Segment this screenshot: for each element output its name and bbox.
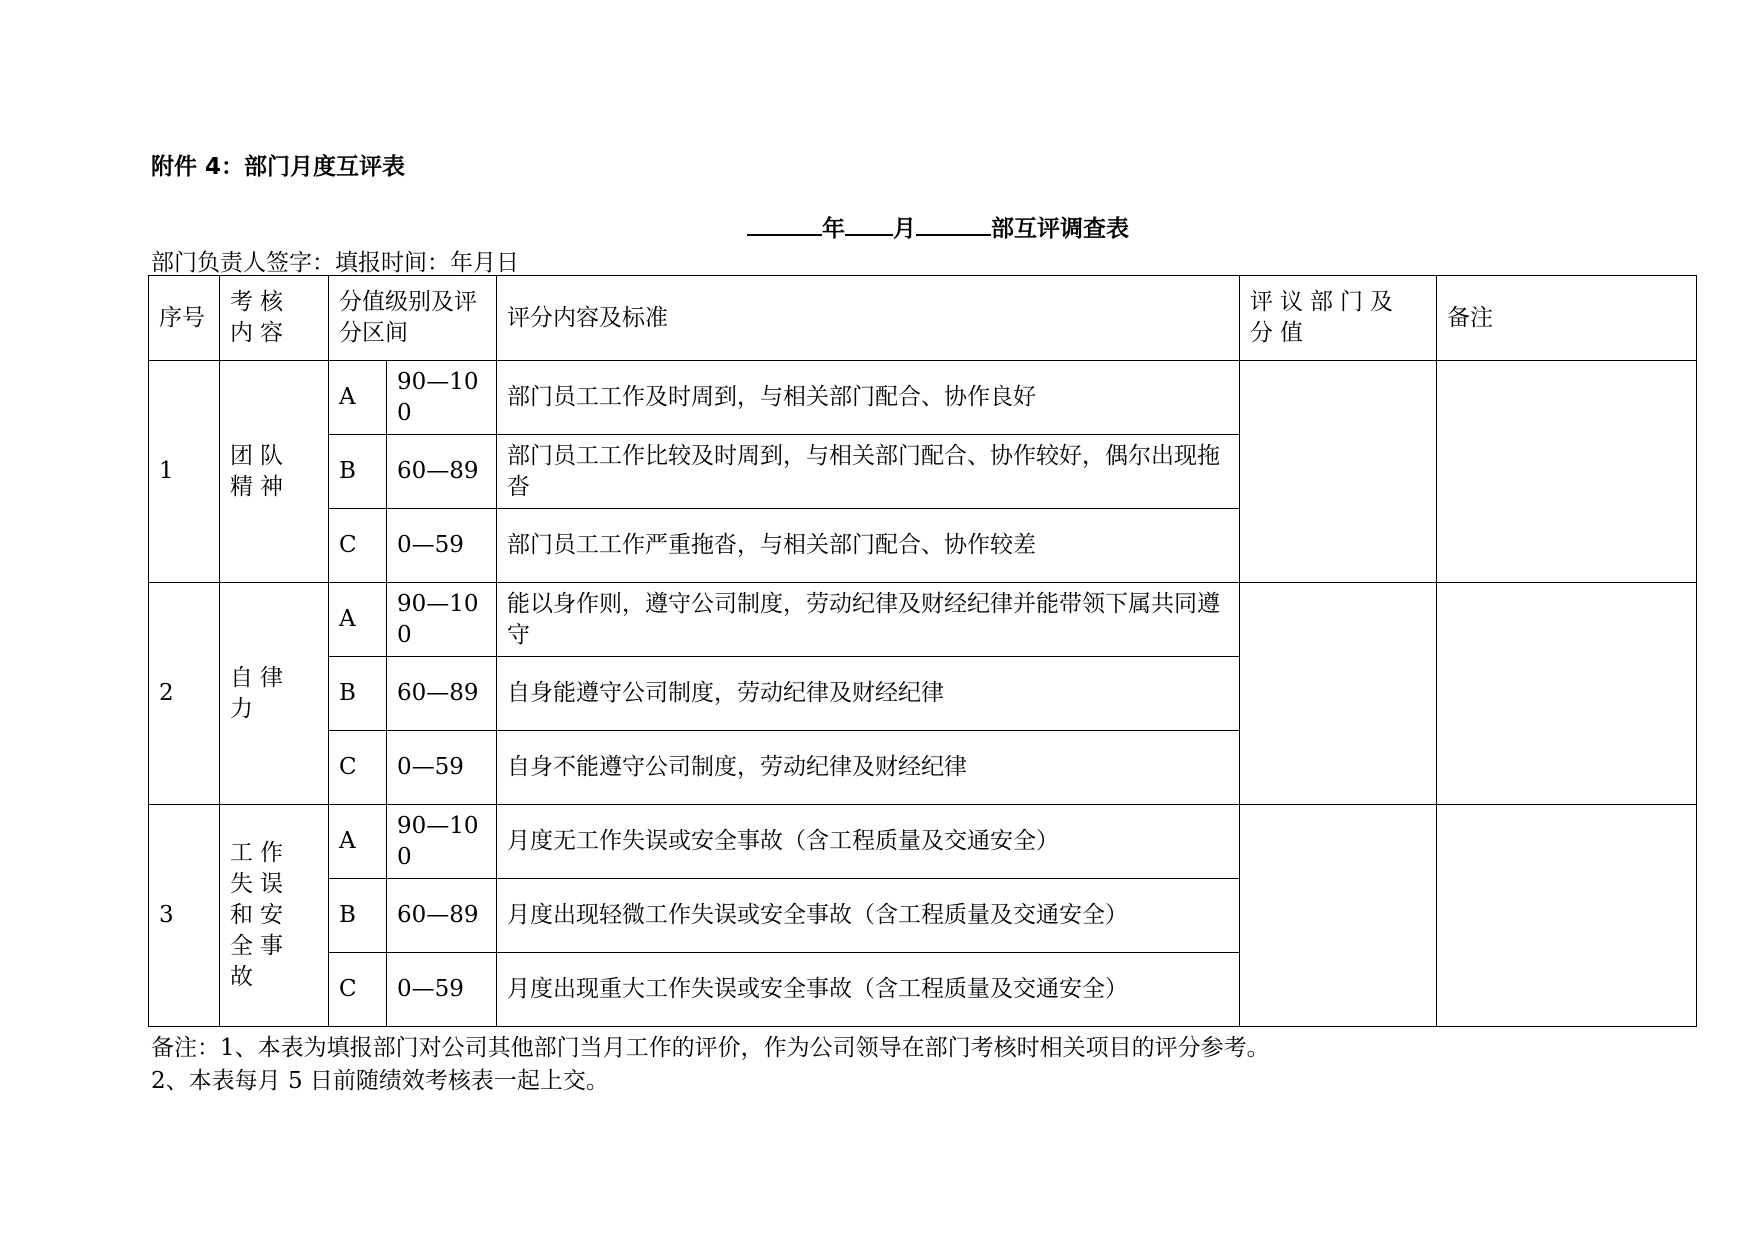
- range-cell: 0—59: [387, 731, 497, 805]
- criteria-cell: 月度出现轻微工作失误或安全事故（含工程质量及交通安全）: [497, 879, 1240, 953]
- range-cell: 90—100: [387, 361, 497, 435]
- grade-cell: A: [329, 361, 387, 435]
- seq-cell: 3: [149, 805, 220, 1027]
- remark-cell[interactable]: [1437, 583, 1697, 805]
- criteria-cell: 月度出现重大工作失误或安全事故（含工程质量及交通安全）: [497, 953, 1240, 1027]
- header-level: 分值级别及评分区间: [329, 276, 497, 361]
- note-line: 备注：1、本表为填报部门对公司其他部门当月工作的评价，作为公司领导在部门考核时相关项目的评分参考。: [151, 1035, 1270, 1061]
- year-suffix: 年: [822, 216, 845, 242]
- content-cell: 自律力: [220, 583, 329, 805]
- grade-cell: B: [329, 435, 387, 509]
- grade-cell: C: [329, 509, 387, 583]
- month-suffix: 月: [893, 216, 916, 242]
- header-content: 考核内容: [220, 276, 329, 361]
- content-cell: 工作失误和安全事故: [220, 805, 329, 1027]
- dept-suffix: 部互评调查表: [991, 216, 1129, 242]
- criteria-cell: 部门员工工作及时周到，与相关部门配合、协作良好: [497, 361, 1240, 435]
- criteria-cell: 月度无工作失误或安全事故（含工程质量及交通安全）: [497, 805, 1240, 879]
- remark-cell[interactable]: [1437, 805, 1697, 1027]
- evaluation-table: [148, 275, 1697, 1027]
- table-row: [149, 361, 1697, 435]
- attachment-title: 附件 4：部门月度互评表: [151, 154, 406, 180]
- criteria-cell: 自身不能遵守公司制度，劳动纪律及财经纪律: [497, 731, 1240, 805]
- department-blank[interactable]: [916, 212, 991, 236]
- grade-cell: B: [329, 657, 387, 731]
- criteria-cell: 部门员工工作严重拖沓，与相关部门配合、协作较差: [497, 509, 1240, 583]
- notes: [151, 1032, 1270, 1098]
- table-header-row: [149, 276, 1697, 361]
- range-cell: 0—59: [387, 953, 497, 1027]
- remark-cell[interactable]: [1437, 361, 1697, 583]
- range-cell: 60—89: [387, 657, 497, 731]
- range-cell: 90—100: [387, 583, 497, 657]
- table-row: [149, 805, 1697, 879]
- month-blank[interactable]: [845, 212, 893, 236]
- seq-cell: 2: [149, 583, 220, 805]
- header-remark: 备注: [1437, 276, 1697, 361]
- grade-cell: C: [329, 731, 387, 805]
- dept-score-cell[interactable]: [1240, 583, 1437, 805]
- dept-score-cell[interactable]: [1240, 805, 1437, 1027]
- range-cell: 0—59: [387, 509, 497, 583]
- signer-line: 部门负责人签字：填报时间：年月日: [151, 250, 519, 276]
- header-seq: 序号: [149, 276, 220, 361]
- range-cell: 60—89: [387, 435, 497, 509]
- header-criteria: 评分内容及标准: [497, 276, 1240, 361]
- content-cell: 团队精神: [220, 361, 329, 583]
- dept-score-cell[interactable]: [1240, 361, 1437, 583]
- header-dept-score: 评议部门及分值: [1240, 276, 1437, 361]
- criteria-cell: 能以身作则，遵守公司制度，劳动纪律及财经纪律并能带领下属共同遵守: [497, 583, 1240, 657]
- year-blank[interactable]: [747, 212, 822, 236]
- range-cell: 60—89: [387, 879, 497, 953]
- seq-cell: 1: [149, 361, 220, 583]
- note-line: 2、本表每月 5 日前随绩效考核表一起上交。: [151, 1068, 609, 1094]
- table-row: [149, 583, 1697, 657]
- grade-cell: A: [329, 583, 387, 657]
- criteria-cell: 自身能遵守公司制度，劳动纪律及财经纪律: [497, 657, 1240, 731]
- range-cell: 90—100: [387, 805, 497, 879]
- grade-cell: C: [329, 953, 387, 1027]
- form-title: [0, 210, 1754, 243]
- grade-cell: A: [329, 805, 387, 879]
- grade-cell: B: [329, 879, 387, 953]
- criteria-cell: 部门员工工作比较及时周到，与相关部门配合、协作较好，偶尔出现拖沓: [497, 435, 1240, 509]
